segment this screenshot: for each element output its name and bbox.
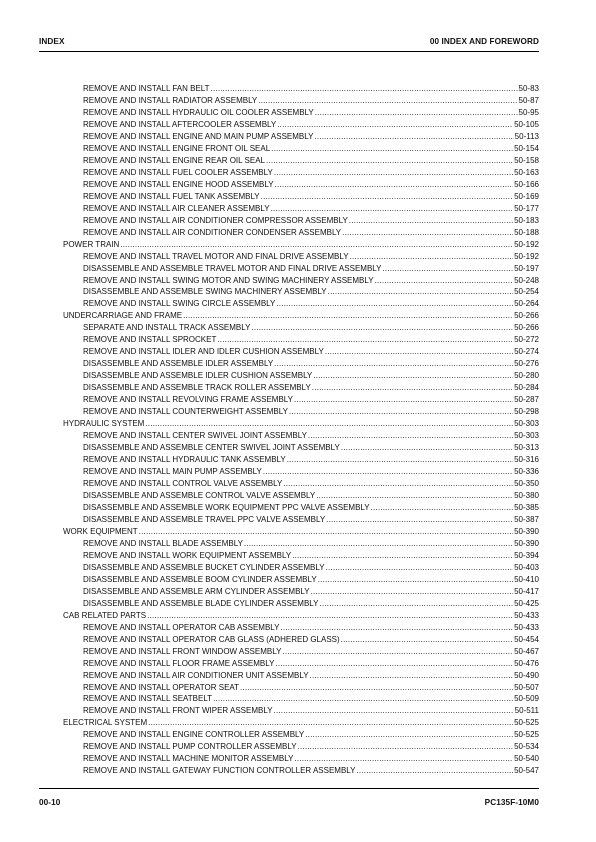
toc-entry[interactable] <box>83 646 539 658</box>
toc-entry[interactable] <box>83 490 539 502</box>
toc-entry[interactable] <box>83 107 539 119</box>
toc-entry-title: REMOVE AND INSTALL AIR CONDITIONER CONDENSER ASSEMBLY <box>83 227 342 237</box>
toc-entry-page: 50-298 <box>514 407 539 417</box>
toc-section-entry[interactable] <box>63 610 539 622</box>
toc-entry[interactable] <box>83 682 539 694</box>
toc-dot-leader <box>320 598 514 610</box>
toc-dot-leader <box>271 143 513 155</box>
toc-entry-title: REMOVE AND INSTALL FUEL COOLER ASSEMBLY <box>83 167 273 177</box>
toc-entry-page: 50-87 <box>518 95 539 105</box>
toc-entry-title: REMOVE AND INSTALL FLOOR FRAME ASSEMBLY <box>83 658 275 668</box>
toc-entry-title: REMOVE AND INSTALL OPERATOR SEAT <box>83 682 240 692</box>
toc-entry[interactable] <box>83 765 539 777</box>
toc-entry[interactable] <box>83 586 539 598</box>
toc-entry-page: 50-425 <box>514 598 539 608</box>
toc-entry[interactable] <box>83 406 539 418</box>
toc-entry-title: DISASSEMBLE AND ASSEMBLE BLADE CYLINDER ASSEMBLY <box>83 598 319 608</box>
toc-entry-title: REMOVE AND INSTALL OPERATOR CAB GLASS (ADHERED GLASS) <box>83 634 340 644</box>
toc-entry-page: 50-410 <box>514 574 539 584</box>
toc-dot-leader <box>311 586 513 598</box>
toc-entry-title: REMOVE AND INSTALL AIR CLEANER ASSEMBLY <box>83 203 270 213</box>
toc-entry-page: 50-403 <box>514 562 539 572</box>
toc-dot-leader <box>240 682 513 694</box>
toc-dot-leader <box>277 119 513 131</box>
toc-entry-title: REMOVE AND INSTALL ENGINE HOOD ASSEMBLY <box>83 179 274 189</box>
toc-dot-leader <box>292 550 513 562</box>
toc-dot-leader <box>274 167 513 179</box>
toc-dot-leader <box>274 705 514 717</box>
toc-entry[interactable] <box>83 227 539 239</box>
toc-entry-page: 50-316 <box>514 455 539 465</box>
toc-entry-page: 50-154 <box>514 143 539 153</box>
toc-entry-title: REMOVE AND INSTALL SPROCKET <box>83 335 217 345</box>
toc-entry-page: 50-525 <box>514 718 539 728</box>
toc-dot-leader <box>349 215 513 227</box>
toc-entry-page: 50-287 <box>514 395 539 405</box>
toc-entry[interactable] <box>83 131 539 143</box>
toc-dot-leader <box>287 454 513 466</box>
toc-entry-page: 50-192 <box>514 239 539 249</box>
toc-entry-title: POWER TRAIN <box>63 239 120 249</box>
toc-entry-title: REMOVE AND INSTALL HYDRAULIC TANK ASSEMBLY <box>83 455 286 465</box>
toc-dot-leader <box>325 346 513 358</box>
toc-entry[interactable] <box>83 502 539 514</box>
toc-dot-leader <box>305 729 513 741</box>
toc-dot-leader <box>313 370 513 382</box>
toc-entry-page: 50-83 <box>518 84 539 93</box>
toc-dot-leader <box>281 622 514 634</box>
toc-entry[interactable] <box>83 598 539 610</box>
toc-dot-leader <box>328 286 513 298</box>
toc-entry-title: SEPARATE AND INSTALL TRACK ASSEMBLY <box>83 323 251 333</box>
toc-entry-title: CAB RELATED PARTS <box>63 610 147 620</box>
toc-entry[interactable] <box>83 203 539 215</box>
toc-dot-leader <box>316 490 513 502</box>
toc-dot-leader <box>251 322 513 334</box>
toc-entry[interactable] <box>83 753 539 765</box>
toc-dot-leader <box>294 753 513 765</box>
toc-entry-title: REMOVE AND INSTALL AIR CONDITIONER UNIT ASSEMBLY <box>83 670 309 680</box>
toc-entry[interactable] <box>83 119 539 131</box>
toc-entry-page: 50-266 <box>514 323 539 333</box>
toc-entry-page: 50-390 <box>514 538 539 548</box>
toc-dot-leader <box>183 310 513 322</box>
toc-entry-title: REMOVE AND INSTALL TRAVEL MOTOR AND FINAL DRIVE ASSEMBLY <box>83 251 349 261</box>
toc-dot-leader <box>217 334 513 346</box>
toc-dot-leader <box>315 107 518 119</box>
header-section-label: INDEX <box>39 37 65 46</box>
toc-entry-title: HYDRAULIC SYSTEM <box>63 419 145 429</box>
toc-entry-page: 50-507 <box>514 682 539 692</box>
toc-dot-leader <box>147 610 513 622</box>
toc-entry-page: 50-177 <box>514 203 539 213</box>
toc-entry-title: REMOVE AND INSTALL RADIATOR ASSEMBLY <box>83 95 258 105</box>
toc-entry[interactable] <box>83 454 539 466</box>
toc-entry-title: REMOVE AND INSTALL MACHINE MONITOR ASSEMBLY <box>83 754 294 764</box>
toc-entry-title: ELECTRICAL SYSTEM <box>63 718 148 728</box>
toc-entry[interactable] <box>83 693 539 705</box>
toc-dot-leader <box>282 646 513 658</box>
toc-entry-title: REMOVE AND INSTALL SWING MOTOR AND SWING MACHINERY ASSEMBLY <box>83 275 374 285</box>
toc-dot-leader <box>294 394 513 406</box>
footer-rule <box>39 788 539 789</box>
toc-dot-leader <box>318 574 513 586</box>
toc-entry[interactable] <box>83 550 539 562</box>
toc-entry-title: DISASSEMBLE AND ASSEMBLE TRACK ROLLER ASSEMBLY <box>83 383 311 393</box>
toc-entry-page: 50-254 <box>514 287 539 297</box>
toc-dot-leader <box>211 83 518 95</box>
toc-entry[interactable] <box>83 538 539 550</box>
toc-dot-leader <box>310 670 514 682</box>
toc-entry-title: REMOVE AND INSTALL WORK EQUIPMENT ASSEMBLY <box>83 550 292 560</box>
toc-entry-page: 50-272 <box>514 335 539 345</box>
toc-dot-leader <box>148 717 513 729</box>
toc-entry[interactable] <box>83 263 539 275</box>
toc-dot-leader <box>298 741 514 753</box>
toc-entry-page: 50-303 <box>514 431 539 441</box>
toc-entry[interactable] <box>83 478 539 490</box>
toc-entry[interactable] <box>83 358 539 370</box>
toc-section-entry[interactable] <box>63 310 539 322</box>
toc-entry-title: REMOVE AND INSTALL OPERATOR CAB ASSEMBLY <box>83 622 280 632</box>
toc-entry-title: DISASSEMBLE AND ASSEMBLE CONTROL VALVE ASSEMBLY <box>83 490 316 500</box>
toc-entry-title: REMOVE AND INSTALL PUMP CONTROLLER ASSEMBLY <box>83 742 297 752</box>
toc-entry-title: DISASSEMBLE AND ASSEMBLE WORK EQUIPMENT PPC VALVE ASSEMBLY <box>83 502 370 512</box>
toc-entry-title: REMOVE AND INSTALL SWING CIRCLE ASSEMBLY <box>83 299 276 309</box>
toc-entry[interactable] <box>83 191 539 203</box>
toc-dot-leader <box>139 526 513 538</box>
toc-entry-page: 50-350 <box>514 479 539 488</box>
toc-entry-title: REMOVE AND INSTALL FRONT WINDOW ASSEMBLY <box>83 646 282 656</box>
toc-entry[interactable] <box>83 275 539 287</box>
toc-entry-page: 50-266 <box>514 311 539 321</box>
toc-entry-page: 50-380 <box>514 490 539 500</box>
toc-entry-page: 50-511 <box>514 706 539 716</box>
toc-entry-page: 50-248 <box>514 275 539 285</box>
toc-section-entry[interactable] <box>63 526 539 538</box>
toc-entry-title: REMOVE AND INSTALL IDLER AND IDLER CUSHION ASSEMBLY <box>83 347 324 357</box>
toc-entry[interactable] <box>83 334 539 346</box>
toc-entry[interactable] <box>83 95 539 107</box>
toc-dot-leader <box>326 514 513 526</box>
toc-entry-page: 50-387 <box>514 514 539 524</box>
toc-entry-page: 50-433 <box>514 622 539 632</box>
toc-entry[interactable] <box>83 167 539 179</box>
toc-entry[interactable] <box>83 298 539 310</box>
toc-entry-title: REMOVE AND INSTALL ENGINE CONTROLLER ASSEMBLY <box>83 730 305 740</box>
toc-entry[interactable] <box>83 179 539 191</box>
toc-entry[interactable] <box>83 622 539 634</box>
toc-entry-page: 50-280 <box>514 371 539 381</box>
toc-entry-page: 50-188 <box>514 227 539 237</box>
toc-section-entry[interactable] <box>63 717 539 729</box>
toc-entry[interactable] <box>83 251 539 263</box>
toc-entry-page: 50-490 <box>514 670 539 680</box>
toc-entry[interactable] <box>83 741 539 753</box>
toc-entry[interactable] <box>83 155 539 167</box>
toc-entry-title: WORK EQUIPMENT <box>63 526 138 536</box>
toc-entry-title: REMOVE AND INSTALL CONTROL VALVE ASSEMBLY <box>83 479 283 488</box>
toc-entry-page: 50-95 <box>518 107 539 117</box>
toc-entry-page: 50-509 <box>514 694 539 704</box>
toc-entry-page: 50-394 <box>514 550 539 560</box>
toc-entry-page: 50-547 <box>514 766 539 776</box>
toc-entry-title: REMOVE AND INSTALL CENTER SWIVEL JOINT ASSEMBLY <box>83 431 307 441</box>
toc-entry-title: REMOVE AND INSTALL FAN BELT <box>83 84 210 93</box>
toc-entry-title: REMOVE AND INSTALL HYDRAULIC OIL COOLER ASSEMBLY <box>83 107 314 117</box>
toc-entry-title: UNDERCARRIAGE AND FRAME <box>63 311 183 321</box>
toc-entry[interactable] <box>83 215 539 227</box>
toc-entry-title: DISASSEMBLE AND ASSEMBLE TRAVEL MOTOR AND FINAL DRIVE ASSEMBLY <box>83 263 382 273</box>
toc-dot-leader <box>341 634 513 646</box>
toc-entry[interactable] <box>83 322 539 334</box>
toc-entry-page: 50-169 <box>514 191 539 201</box>
toc-entry-title: REMOVE AND INSTALL GATEWAY FUNCTION CONTROLLER ASSEMBLY <box>83 766 356 776</box>
toc-dot-leader <box>382 263 513 275</box>
toc-section-entry[interactable] <box>63 239 539 251</box>
toc-dot-leader <box>308 430 513 442</box>
toc-entry-page: 50-274 <box>514 347 539 357</box>
toc-entry[interactable] <box>83 658 539 670</box>
toc-entry-title: DISASSEMBLE AND ASSEMBLE SWING MACHINERY ASSEMBLY <box>83 287 327 297</box>
toc-dot-leader <box>314 131 513 143</box>
toc-entry-title: DISASSEMBLE AND ASSEMBLE IDLER CUSHION ASSEMBLY <box>83 371 313 381</box>
toc-dot-leader <box>289 406 513 418</box>
toc-dot-leader <box>350 251 514 263</box>
toc-entry[interactable] <box>83 514 539 526</box>
toc-entry[interactable] <box>83 562 539 574</box>
footer-page-number: 00-10 <box>39 798 61 807</box>
toc-entry[interactable] <box>83 574 539 586</box>
toc-dot-leader <box>371 502 513 514</box>
toc-dot-leader <box>266 155 513 167</box>
toc-entry-page: 50-390 <box>514 526 539 536</box>
toc-entry-title: REMOVE AND INSTALL MAIN PUMP ASSEMBLY <box>83 467 262 477</box>
toc-entry-page: 50-192 <box>514 251 539 261</box>
header-chapter-title: 00 INDEX AND FOREWORD <box>429 37 539 46</box>
toc-entry-page: 50-163 <box>514 167 539 177</box>
toc-entry-page: 50-540 <box>514 754 539 764</box>
toc-entry-page: 50-525 <box>514 730 539 740</box>
toc-dot-leader <box>271 203 514 215</box>
toc-entry-title: REMOVE AND INSTALL AFTERCOOLER ASSEMBLY <box>83 119 277 129</box>
toc-entry[interactable] <box>83 83 539 95</box>
toc-dot-leader <box>145 418 513 430</box>
toc-entry-page: 50-336 <box>514 467 539 477</box>
toc-entry[interactable] <box>83 143 539 155</box>
toc-entry-page: 50-303 <box>514 419 539 429</box>
toc-dot-leader <box>357 765 514 777</box>
toc-entry-page: 50-417 <box>514 586 539 596</box>
toc-entry[interactable] <box>83 382 539 394</box>
toc-entry-title: DISASSEMBLE AND ASSEMBLE BUCKET CYLINDER ASSEMBLY <box>83 562 325 572</box>
toc-dot-leader <box>258 95 517 107</box>
toc-entry-title: REMOVE AND INSTALL FRONT WIPER ASSEMBLY <box>83 706 273 716</box>
toc-dot-leader <box>120 239 513 251</box>
toc-entry-page: 50-476 <box>514 658 539 668</box>
toc-entry-page: 50-158 <box>514 155 539 165</box>
toc-dot-leader <box>326 562 514 574</box>
header-rule <box>39 51 539 52</box>
toc-entry-title: REMOVE AND INSTALL SEATBELT <box>83 694 213 704</box>
toc-entry-title: DISASSEMBLE AND ASSEMBLE CENTER SWIVEL JOINT ASSEMBLY <box>83 443 340 453</box>
toc-dot-leader <box>274 358 513 370</box>
toc-entry-title: REMOVE AND INSTALL AIR CONDITIONER COMPRESSOR ASSEMBLY <box>83 215 348 225</box>
toc-dot-leader <box>263 466 513 478</box>
toc-entry[interactable] <box>83 705 539 717</box>
toc-entry[interactable] <box>83 286 539 298</box>
toc-dot-leader <box>341 442 513 454</box>
toc-entry-title: DISASSEMBLE AND ASSEMBLE IDLER ASSEMBLY <box>83 359 274 369</box>
footer-model-code: PC135F-10M0 <box>484 798 539 807</box>
toc-entry-title: DISASSEMBLE AND ASSEMBLE BOOM CYLINDER ASSEMBLY <box>83 574 317 584</box>
toc-entry-title: REMOVE AND INSTALL COUNTERWEIGHT ASSEMBLY <box>83 407 288 417</box>
toc-dot-leader <box>213 693 513 705</box>
toc-dot-leader <box>276 298 513 310</box>
toc-dot-leader <box>375 275 514 287</box>
toc-dot-leader <box>342 227 513 239</box>
toc-entry[interactable] <box>83 430 539 442</box>
toc-entry-page: 50-264 <box>514 299 539 309</box>
toc-entry-page: 50-276 <box>514 359 539 369</box>
toc-entry-page: 50-183 <box>514 215 539 225</box>
toc-entry-title: REMOVE AND INSTALL ENGINE FRONT OIL SEAL <box>83 143 271 153</box>
toc-entry-page: 50-197 <box>514 263 539 273</box>
toc-entry-page: 50-284 <box>514 383 539 393</box>
toc-dot-leader <box>275 658 513 670</box>
toc-entry-title: REMOVE AND INSTALL ENGINE AND MAIN PUMP ASSEMBLY <box>83 131 314 141</box>
toc-entry-title: REMOVE AND INSTALL REVOLVING FRAME ASSEMBLY <box>83 395 293 405</box>
toc-dot-leader <box>312 382 513 394</box>
toc-dot-leader <box>275 179 514 191</box>
toc-entry[interactable] <box>83 466 539 478</box>
toc-entry-page: 50-113 <box>514 131 539 141</box>
toc-entry-page: 50-166 <box>514 179 539 189</box>
toc-entry-page: 50-313 <box>514 443 539 453</box>
toc-section-entry[interactable] <box>63 418 539 430</box>
toc-entry-page: 50-534 <box>514 742 539 752</box>
toc-entry-title: REMOVE AND INSTALL BLADE ASSEMBLY <box>83 538 243 548</box>
toc-entry-title: REMOVE AND INSTALL ENGINE REAR OIL SEAL <box>83 155 265 165</box>
toc-entry[interactable] <box>83 634 539 646</box>
toc-entry[interactable] <box>83 729 539 741</box>
toc-dot-leader <box>283 478 513 490</box>
toc-entry-title: DISASSEMBLE AND ASSEMBLE ARM CYLINDER ASSEMBLY <box>83 586 310 596</box>
toc-entry-page: 50-433 <box>514 610 539 620</box>
toc-entry-title: REMOVE AND INSTALL FUEL TANK ASSEMBLY <box>83 191 260 201</box>
toc-entry[interactable] <box>83 670 539 682</box>
toc-entry-page: 50-454 <box>514 634 539 644</box>
toc-entry-page: 50-467 <box>514 646 539 656</box>
toc-entry[interactable] <box>83 370 539 382</box>
toc-entry-title: DISASSEMBLE AND ASSEMBLE TRAVEL PPC VALVE ASSEMBLY <box>83 514 326 524</box>
toc-entry[interactable] <box>83 442 539 454</box>
toc-dot-leader <box>244 538 513 550</box>
toc-entry[interactable] <box>83 394 539 406</box>
toc-dot-leader <box>261 191 513 203</box>
toc-entry[interactable] <box>83 346 539 358</box>
toc-entry-page: 50-385 <box>514 502 539 512</box>
toc-entry-page: 50-105 <box>514 119 539 129</box>
